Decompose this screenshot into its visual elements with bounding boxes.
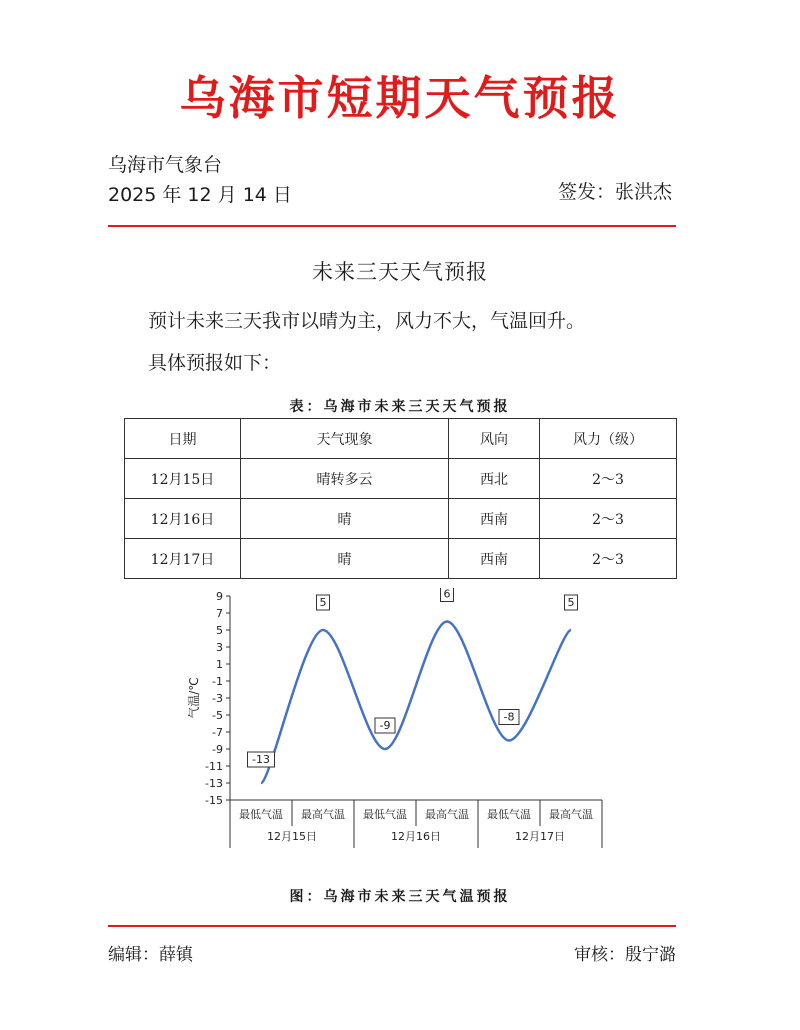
table-cell: 晴 bbox=[241, 499, 449, 539]
data-label: 5 bbox=[319, 596, 327, 609]
table-cell: 西北 bbox=[449, 459, 540, 499]
column-header: 日期 bbox=[125, 419, 241, 459]
temperature-series-line bbox=[261, 622, 571, 784]
report-title: 乌海市短期天气预报 bbox=[179, 71, 621, 125]
x-tick-label: 最高气温 bbox=[549, 808, 593, 821]
y-tick-label: -11 bbox=[205, 760, 223, 773]
editor: 编辑：薛镇 bbox=[108, 945, 193, 965]
x-tick-label: 最高气温 bbox=[301, 808, 345, 821]
table-cell: 12月17日 bbox=[125, 539, 241, 579]
data-label: -8 bbox=[503, 710, 515, 724]
x-tick-label: 最低气温 bbox=[239, 808, 283, 821]
y-tick-label: -1 bbox=[212, 675, 223, 688]
y-tick-label: -9 bbox=[212, 743, 223, 756]
y-tick-label: 9 bbox=[216, 590, 223, 603]
details-intro: 具体预报如下： bbox=[148, 352, 282, 374]
table-header-row bbox=[125, 419, 677, 459]
y-tick-label: -15 bbox=[205, 794, 223, 807]
data-label: 5 bbox=[567, 596, 575, 609]
table-cell: 2～3 bbox=[540, 459, 677, 499]
reviewer: 审核：殷宁潞 bbox=[574, 945, 676, 965]
table-cell: 12月15日 bbox=[125, 459, 241, 499]
table-cell: 晴 bbox=[241, 539, 449, 579]
table-row bbox=[125, 499, 677, 539]
table-row bbox=[125, 539, 677, 579]
data-label: 6 bbox=[443, 588, 451, 601]
table-cell: 12月16日 bbox=[125, 499, 241, 539]
forecast-table bbox=[124, 418, 677, 579]
y-tick-label: -5 bbox=[212, 709, 223, 722]
table-cell: 2～3 bbox=[540, 539, 677, 579]
x-group-label: 12月15日 bbox=[267, 830, 317, 843]
x-tick-label: 最高气温 bbox=[425, 808, 469, 821]
data-label: -9 bbox=[379, 719, 391, 732]
y-tick-label: 7 bbox=[216, 607, 223, 620]
section-title: 未来三天天气预报 bbox=[312, 260, 488, 284]
column-header: 风向 bbox=[449, 419, 540, 459]
table-row bbox=[125, 459, 677, 499]
y-tick-label: 3 bbox=[216, 641, 223, 654]
y-tick-label: 1 bbox=[216, 658, 223, 671]
column-header: 风力（级） bbox=[540, 419, 677, 459]
y-axis-label: 气温/℃ bbox=[187, 677, 201, 719]
header-divider bbox=[108, 225, 676, 227]
table-cell: 西南 bbox=[449, 499, 540, 539]
table-cell: 晴转多云 bbox=[241, 459, 449, 499]
x-group-label: 12月16日 bbox=[391, 830, 441, 843]
chart-caption: 图：乌海市未来三天气温预报 bbox=[289, 889, 511, 905]
y-tick-label: -7 bbox=[212, 726, 223, 739]
data-label: -13 bbox=[252, 753, 270, 766]
y-tick-label: -3 bbox=[212, 692, 223, 705]
x-group-label: 12月17日 bbox=[515, 830, 565, 843]
table-cell: 2～3 bbox=[540, 499, 677, 539]
y-tick-label: 5 bbox=[216, 624, 223, 637]
x-tick-label: 最低气温 bbox=[363, 808, 407, 821]
issuing-organization: 乌海市气象台 bbox=[108, 154, 223, 176]
x-tick-label: 最低气温 bbox=[487, 808, 531, 821]
column-header: 天气现象 bbox=[241, 419, 449, 459]
table-caption: 表：乌海市未来三天天气预报 bbox=[289, 399, 511, 415]
forecast-summary: 预计未来三天我市以晴为主，风力不大，气温回升。 bbox=[148, 310, 586, 332]
y-tick-label: -13 bbox=[205, 777, 223, 790]
issue-date: 2025 年 12 月 14 日 bbox=[108, 184, 292, 206]
footer-divider bbox=[108, 925, 676, 927]
table-cell: 西南 bbox=[449, 539, 540, 579]
signer: 签发：张洪杰 bbox=[558, 181, 673, 203]
temperature-chart bbox=[180, 588, 620, 858]
